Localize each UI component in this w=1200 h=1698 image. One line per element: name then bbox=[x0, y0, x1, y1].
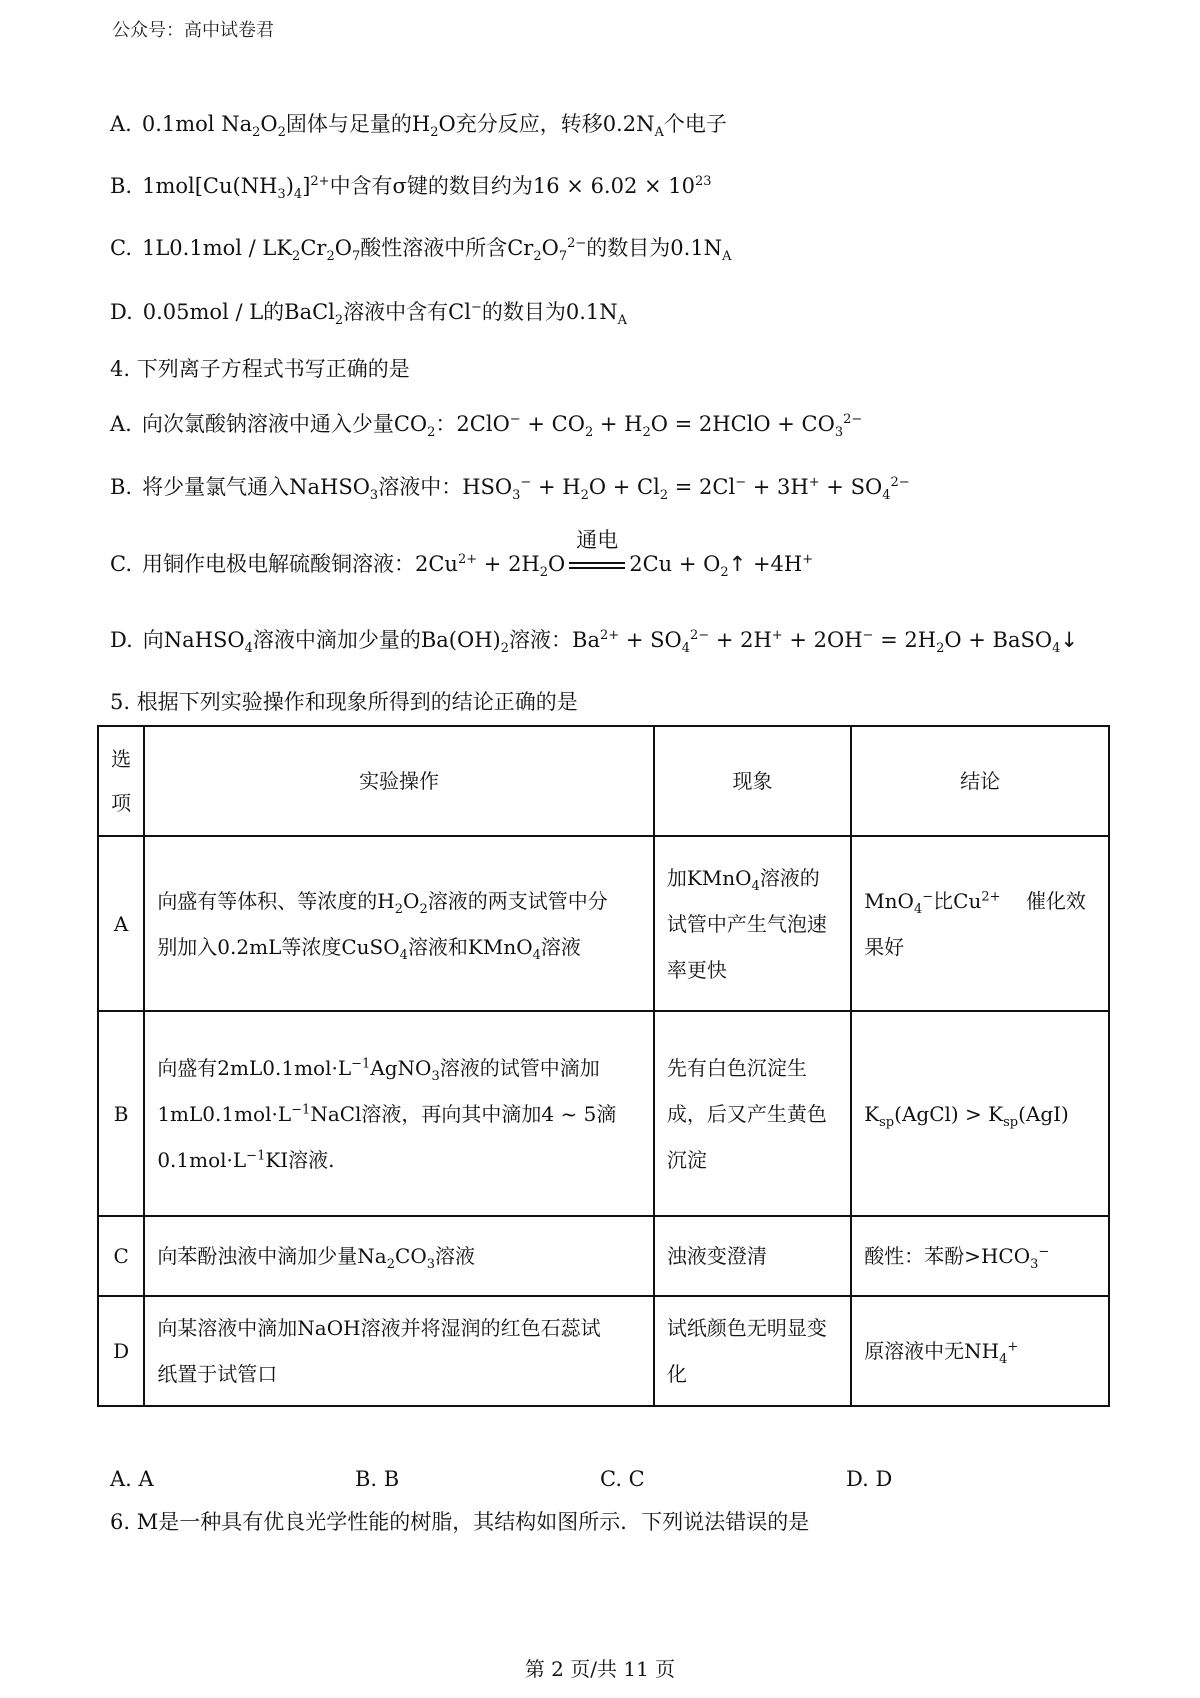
page-number: 第 2 页/共 11 页 bbox=[524, 1657, 676, 1681]
row-option: C bbox=[98, 1216, 144, 1296]
electrolysis-condition: 通电 bbox=[569, 550, 625, 578]
table-row bbox=[98, 1011, 1109, 1216]
row-operation: 向苯酚浊液中滴加少量$Na_2CO_3$溶液 bbox=[144, 1216, 654, 1296]
q3-option-b: B. $1mol[Cu(NH_3)_4]^{2+}$中含有σ键的数目约为$16 \times 6.02 \times 10^{23}$ bbox=[110, 174, 712, 203]
q6-stem: 6. M是一种具有优良光学性能的树脂，其结构如图所示．下列说法错误的是 bbox=[110, 1510, 810, 1534]
experiment-table bbox=[97, 725, 1110, 1407]
table-row bbox=[98, 836, 1109, 1011]
row-conclusion: 酸性：苯酚$>HCO_3^-$ bbox=[851, 1216, 1109, 1296]
q4-option-b: B. 将少量氯气通入NaHSO$_3$溶液中：$HSO_3^- + H_2O + Cl_2 = 2Cl^- + 3H^+ + SO_4^{2-}$ bbox=[110, 475, 910, 504]
header-operation: 实验操作 bbox=[144, 726, 654, 836]
answer-choice-b: B. B bbox=[355, 1467, 400, 1491]
row-option: A bbox=[98, 836, 144, 1011]
q3-option-c: C. $1L0.1mol / LK_2Cr_2O_7$酸性溶液中所含$Cr_2O_7^{2-}$的数目为$0.1N_A$ bbox=[110, 236, 732, 265]
row-option: D bbox=[98, 1296, 144, 1406]
row-phenomenon: 试纸颜色无明显变 化 bbox=[654, 1296, 851, 1406]
table-header-row bbox=[98, 726, 1109, 836]
equal-sign-icon bbox=[569, 562, 625, 569]
row-conclusion: 原溶液中无$NH_4^+$ bbox=[851, 1296, 1109, 1406]
q3-option-d: D. 0.05mol / L的BaCl$_2$溶液中含有Cl−的数目为$0.1N_A$ bbox=[110, 300, 628, 329]
header-phenomenon: 现象 bbox=[654, 726, 851, 836]
q4-option-c: C. 用铜作电极电解硫酸铜溶液：$2Cu^{2+} + 2H_2O$ 通电 $2Cu + O_2↑ +4H^+$ bbox=[110, 528, 814, 581]
row-phenomenon: 浊液变澄清 bbox=[654, 1216, 851, 1296]
row-operation: 向盛有$2mL0.1mol\cdot L^{-1}AgNO_3$溶液的试管中滴加 $1mL0.1mol\cdot L^{-1}NaCl$溶液，再向其中滴加4 ~ 5滴 $0.1mol\cdot L^{-1}KI$溶液. bbox=[144, 1011, 654, 1216]
answer-choice-a: A. A bbox=[110, 1467, 154, 1491]
row-conclusion: MnO$_4$−比$Cu^{2+}$ 催化效 果好 bbox=[851, 836, 1109, 1011]
row-operation: 向某溶液中滴加NaOH溶液并将湿润的红色石蕊试 纸置于试管口 bbox=[144, 1296, 654, 1406]
q4-option-d: D. 向NaHSO$_4$溶液中滴加少量的$Ba(OH)_2$溶液：$Ba^{2+} + SO_4^{2-} + 2H^+ + 2OH^- = 2H_2O$ + BaSO$_4$↓ bbox=[110, 628, 1078, 657]
q3-option-a: A. 0.1mol $Na_2O_2$固体与足量的$H_2O$充分反应，转移$0.2N_A$个电子 bbox=[110, 112, 727, 141]
row-operation: 向盛有等体积、等浓度的$H_2O_2$溶液的两支试管中分 别加入0.2mL等浓度CuSO$_4$溶液和KMnO$_4$溶液 bbox=[144, 836, 654, 1011]
answer-choice-d: D. D bbox=[846, 1467, 893, 1491]
q4-stem: 4. 下列离子方程式书写正确的是 bbox=[110, 357, 410, 381]
row-option: B bbox=[98, 1011, 144, 1216]
header-source: 公众号：高中试卷君 bbox=[112, 20, 274, 41]
q5-stem: 5. 根据下列实验操作和现象所得到的结论正确的是 bbox=[110, 690, 578, 714]
answer-choice-c: C. C bbox=[600, 1467, 645, 1491]
table-row bbox=[98, 1216, 1109, 1296]
q4-option-a: A. 向次氯酸钠溶液中通入少量$CO_2$：$2ClO^- + CO_2 + H_2O$ = 2HClO + $CO_3^{2-}$ bbox=[110, 412, 863, 441]
row-conclusion: $K_{sp}(AgCl) > K_{sp}(AgI)$ bbox=[851, 1011, 1109, 1216]
precipitate-arrow-icon: ↓ bbox=[1060, 628, 1078, 652]
row-phenomenon: 加KMnO$_4$溶液的 试管中产生气泡速 率更快 bbox=[654, 836, 851, 1011]
header-option: 选 项 bbox=[98, 726, 144, 836]
header-conclusion: 结论 bbox=[851, 726, 1109, 836]
gas-arrow-icon: ↑ bbox=[728, 552, 747, 576]
table-row bbox=[98, 1296, 1109, 1406]
row-phenomenon: 先有白色沉淀生 成，后又产生黄色 沉淀 bbox=[654, 1011, 851, 1216]
